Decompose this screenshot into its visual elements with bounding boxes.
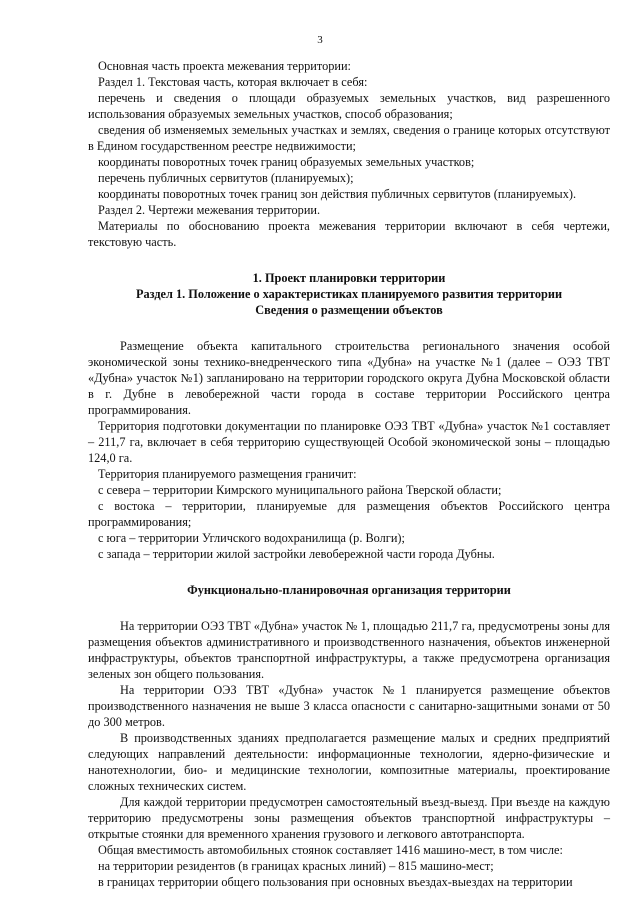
page-content xyxy=(88,58,610,890)
placement-paragraph: с юга – территории Угличского водохранилища (р. Волги); xyxy=(98,531,405,545)
placement-paragraph: с севера – территории Кимрского муниципального района Тверской области; xyxy=(98,483,502,497)
functional-paragraph: На территории ОЭЗ ТВТ «Дубна» участок №1 планируется размещение объектов производственного назначения не выше 3 класса опасности с санитарно-защитными зонами от 50 до 300 метров. xyxy=(88,683,610,729)
intro-paragraph: координаты поворотных точек границ образуемых земельных участков; xyxy=(98,155,475,169)
functional-paragraph: Общая вместимость автомобильных стоянок составляет 1416 машино-мест, в том числе: xyxy=(98,843,563,857)
placement-paragraph: с востока – территории, планируемые для размещения объектов Российского центра программирования; xyxy=(88,499,610,529)
intro-paragraph: перечень публичных сервитутов (планируемых); xyxy=(98,171,354,185)
placement-paragraph: Размещение объекта капитального строительства регионального значения особой экономической зоны технико-внедренческого типа «Дубна» на участке №1 (далее – ОЭЗ ТВТ «Дубна» участок №1) запланировано на территории городского округа Дубна Московской области в г. Дубне в левобережной части города в составе территории Российского центра программирования. xyxy=(88,339,610,417)
placement-paragraph: Территория подготовки документации по планировке ОЭЗ ТВТ «Дубна» участок №1 составляет – 211,7 га, включает в себя территорию существующей Особой экономической зоны – площадью 124,0 га. xyxy=(88,419,610,465)
placement-paragraph: с запада – территории жилой застройки левобережной части города Дубны. xyxy=(98,547,495,561)
functional-heading: Функционально-планировочная организация территории xyxy=(187,583,511,597)
intro-paragraph: Раздел 1. Текстовая часть, которая включает в себя: xyxy=(98,75,368,89)
placement-paragraph: Территория планируемого размещения граничит: xyxy=(98,467,357,481)
intro-paragraph: координаты поворотных точек границ зон действия публичных сервитутов (планируемых). xyxy=(98,187,577,201)
intro-paragraph: Материалы по обоснованию проекта межевания территории включают в себя чертежи, текстовую часть. xyxy=(88,219,610,249)
functional-paragraph: на территории резидентов (в границах красных линий) – 815 машино-мест; xyxy=(98,859,494,873)
functional-paragraph: Для каждой территории предусмотрен самостоятельный въезд-выезд. При въезде на каждую территорию предусмотрены зоны размещения объектов транспортной инфраструктуры – открытые стоянки для временного хранения грузового и легкового автотранспорта. xyxy=(88,795,610,841)
section-subheading: Раздел 1. Положение о характеристиках планируемого развития территории xyxy=(135,287,563,301)
section-subheading: Сведения о размещении объектов xyxy=(255,303,443,317)
functional-paragraph: В производственных зданиях предполагается размещение малых и средних предприятий следующих направлений деятельности: информационные технологии, ядерно-физические и нанотехнологии, био- и медицинские технологии, композитные материалы, проектирование сложных технических систем. xyxy=(88,731,610,793)
intro-paragraph: Основная часть проекта межевания территории: xyxy=(98,59,351,73)
page-number: 3 xyxy=(317,34,323,46)
functional-paragraph: На территории ОЭЗ ТВТ «Дубна» участок № 1, площадью 211,7 га, предусмотрены зоны для размещения объектов административного и производственного назначения, объектов инженерной инфраструктуры, объектов транспортной инфраструктуры, а также предусмотрена организация зеленых зон общего пользования. xyxy=(88,619,610,681)
functional-paragraph: в границах территории общего пользования при основных въездах-выездах на территории xyxy=(98,875,573,889)
intro-paragraph: Раздел 2. Чертежи межевания территории. xyxy=(98,203,321,217)
intro-paragraph: сведения об изменяемых земельных участках и землях, сведения о границе которых отсутствуют в Едином государственном реестре недвижимости; xyxy=(88,123,610,153)
section-heading: 1. Проект планировки территории xyxy=(252,271,446,285)
intro-paragraph: перечень и сведения о площади образуемых земельных участков, вид разрешенного использования образуемых земельных участков, способ образования; xyxy=(88,91,610,121)
